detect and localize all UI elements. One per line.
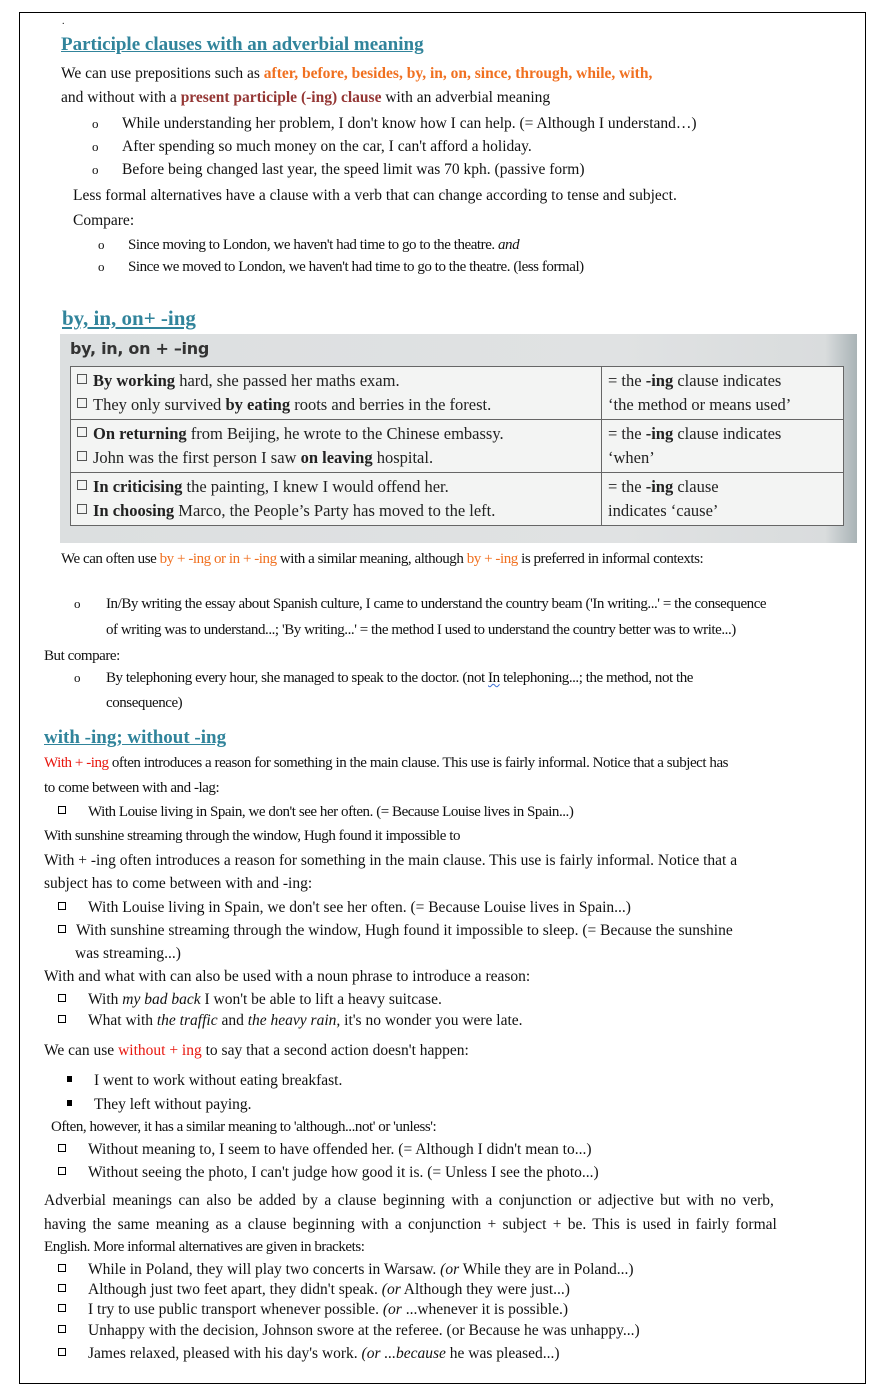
text: We can use — [44, 1042, 119, 1059]
note-text: clause indicates — [673, 424, 782, 443]
example-text: By telephoning every hour, she managed to speak to the doctor. (not — [106, 670, 489, 686]
italic-phrase: (or — [381, 1281, 401, 1298]
note-text: ‘when’ — [608, 448, 655, 467]
text: I won't be able to lift a heavy suitcase. — [200, 991, 442, 1008]
checkbox-icon — [77, 427, 87, 437]
with-ing-paragraph — [44, 755, 728, 772]
text: Although they were just...) — [400, 1281, 570, 1298]
square-bullet-icon — [58, 902, 66, 910]
text: With — [88, 991, 123, 1008]
text: with a similar meaning, although — [276, 551, 467, 567]
example-text: roots and berries in the forest. — [290, 395, 492, 414]
list-item — [58, 922, 733, 940]
circle-bullet-icon: o — [98, 259, 105, 274]
intro-text: We can use prepositions such as — [61, 65, 264, 82]
bold-phrase: In criticising — [93, 477, 183, 496]
stray-dot: . — [62, 16, 65, 27]
table-row — [71, 473, 844, 526]
heading-by-in-on: by, in, on+ -ing — [62, 306, 196, 330]
list-item — [74, 596, 766, 613]
table-row — [71, 367, 844, 420]
textbook-table-image — [60, 334, 857, 543]
note-text: ‘the method or means used’ — [608, 395, 792, 414]
example-text: After spending so much money on the car, I can't afford a holiday. — [122, 138, 532, 155]
paragraph-line: subject has to come between with and -ing: — [44, 875, 313, 892]
highlight: by + -ing or in + -ing — [159, 551, 277, 567]
square-bullet-icon — [58, 806, 66, 814]
example-text: They left without paying. — [94, 1096, 252, 1113]
highlight: by + -ing — [466, 551, 518, 567]
intro-line-1 — [61, 65, 652, 83]
table-row — [71, 420, 844, 473]
list-item — [58, 1301, 568, 1319]
bold-phrase: by eating — [225, 395, 291, 414]
example-text: While understanding her problem, I don't know how I can help. (= Although I understand…) — [122, 115, 697, 132]
less-formal-text: Less formal alternatives have a clause with a verb that can change according to tense and subject. — [73, 187, 677, 204]
what-with-text: With and what with can also be used with a noun phrase to introduce a reason: — [44, 968, 531, 985]
italic-phrase: my bad back — [122, 991, 201, 1008]
list-item — [98, 259, 584, 276]
text: he was pleased...) — [445, 1345, 560, 1362]
bold-phrase: In choosing — [93, 501, 175, 520]
adverbial-paragraph-line: English. More informal alternatives are given in brackets: — [44, 1239, 365, 1255]
list-item — [92, 138, 532, 156]
note-text: indicates ‘cause’ — [608, 501, 719, 520]
list-item — [98, 237, 519, 254]
text: to say that a second action doesn't happen: — [201, 1042, 469, 1059]
square-bullet-icon — [58, 1304, 66, 1312]
list-item — [58, 899, 631, 917]
list-item — [58, 1164, 599, 1182]
text: I try to use public transport whenever possible. — [88, 1301, 383, 1318]
checkbox-icon — [77, 451, 87, 461]
intro2-text: and without with a — [61, 89, 181, 106]
method-table — [70, 366, 844, 526]
square-bullet-icon — [58, 1325, 66, 1333]
spellcheck-underline: In — [488, 670, 500, 686]
list-item — [58, 1345, 560, 1363]
bold-phrase: on leaving — [300, 448, 373, 467]
list-item — [58, 1261, 634, 1279]
list-item — [67, 1096, 252, 1114]
text: and — [217, 1012, 248, 1029]
text: While they are in Poland...) — [459, 1261, 634, 1278]
example-text: Without meaning to, I seem to have offended her. (= Although I didn't mean to...) — [88, 1141, 592, 1158]
italic-phrase: (or — [382, 1301, 402, 1318]
square-bullet-icon — [58, 925, 66, 933]
italic-phrase: (or — [440, 1261, 460, 1278]
list-item — [58, 804, 573, 821]
example-text: hard, she passed her maths exam. — [175, 371, 400, 390]
present-participle-highlight: present participle (-ing) clause — [180, 89, 382, 106]
red-highlight: With + -ing — [44, 755, 109, 771]
bold-phrase: On returning — [93, 424, 187, 443]
list-item — [58, 1012, 523, 1030]
example-text: Marco, the People’s Party has moved to the left. — [174, 501, 496, 520]
example-text: They only survived — [93, 395, 226, 414]
adverbial-paragraph-line: having the same meaning as a clause beginning with a conjunction + subject + be. This is used in fairly formal — [44, 1216, 777, 1233]
text: James relaxed, pleased with his day's work. — [88, 1345, 362, 1362]
table-cell-note: = the -ing clause indicates ‘when’ — [602, 420, 844, 473]
example-continuation: was streaming...) — [75, 945, 181, 962]
prepositions-highlight: after, before, besides, by, in, on, since, through, while, with, — [263, 65, 653, 82]
list-item — [74, 670, 693, 687]
table-cell-examples — [71, 367, 602, 420]
note-text: clause indicates — [673, 371, 782, 390]
often-use-text — [61, 551, 703, 568]
circle-bullet-icon: o — [74, 670, 81, 685]
circle-bullet-icon: o — [92, 162, 99, 177]
bold-phrase: By working — [93, 371, 176, 390]
table-cell-note: = the -ing clause indicates ‘the method or means used’ — [602, 367, 844, 420]
example-text: Since moving to London, we haven't had time to go to the theatre. — [128, 237, 498, 253]
example-text: Since we moved to London, we haven't had time to go to the theatre. (less formal) — [128, 259, 584, 275]
text: We can often use — [61, 551, 160, 567]
square-bullet-icon — [58, 1348, 66, 1356]
square-bullet-icon — [58, 994, 66, 1002]
bold-ing: -ing — [645, 424, 674, 443]
example-text: With Louise living in Spain, we don't see her often. (= Because Louise lives in Spain...) — [88, 899, 631, 916]
checkbox-icon — [77, 374, 87, 384]
text: is preferred in informal contexts: — [517, 551, 704, 567]
list-item — [58, 1281, 570, 1299]
often-however-text: Often, however, it has a similar meaning to 'although...not' or 'unless': — [51, 1119, 437, 1135]
example-text: hospital. — [372, 448, 434, 467]
italic-phrase: the heavy rain, — [247, 1012, 341, 1029]
square-bullet-icon — [58, 1144, 66, 1152]
text: ...whenever it is possible.) — [401, 1301, 568, 1318]
adverbial-paragraph-line: Adverbial meanings can also be added by a clause beginning with a conjunction or adjective but with no verb, — [44, 1192, 774, 1209]
intro2-post: with an adverbial meaning — [381, 89, 551, 106]
table-title: by, in, on + –ing — [70, 339, 209, 358]
heading-participle-clauses: Participle clauses with an adverbial meaning — [61, 34, 424, 55]
square-bullet-icon — [58, 1015, 66, 1023]
text: Although just two feet apart, they didn't speak. — [88, 1281, 382, 1298]
example-text: telephoning...; the method, not the — [499, 670, 694, 686]
bold-ing: -ing — [645, 477, 674, 496]
example-text: from Beijing, he wrote to the Chinese embassy. — [186, 424, 504, 443]
example-text: With Louise living in Spain, we don't see her often. (= Because Louise lives in Spain...) — [88, 804, 574, 820]
example-text: Unhappy with the decision, Johnson swore at the referee. (or Because he was unhappy...) — [88, 1322, 640, 1339]
list-item — [67, 1072, 342, 1090]
list-item — [58, 1322, 640, 1340]
checkbox-icon — [77, 480, 87, 490]
example-text: the painting, I knew I would offend her. — [182, 477, 449, 496]
table-cell-examples — [71, 473, 602, 526]
list-item — [58, 1141, 592, 1159]
example-text: In/By writing the essay about Spanish culture, I came to understand the country beam ('In writing...' = the consequence — [106, 596, 767, 612]
circle-bullet-icon: o — [74, 596, 81, 611]
compare-label: Compare: — [73, 212, 135, 229]
table-cell-examples — [71, 420, 602, 473]
intro-line-2 — [61, 89, 550, 107]
example-text: Before being changed last year, the speed limit was 70 kph. (passive form) — [122, 161, 585, 178]
text: While in Poland, they will play two concerts in Warsaw. — [88, 1261, 441, 1278]
text: What with — [88, 1012, 157, 1029]
paragraph-line: to come between with and -lag: — [44, 780, 220, 796]
checkbox-icon — [77, 398, 87, 408]
example-continuation: consequence) — [106, 695, 183, 711]
filled-square-bullet-icon — [67, 1076, 72, 1082]
square-bullet-icon — [58, 1264, 66, 1272]
filled-square-bullet-icon — [67, 1100, 72, 1106]
fragment-text: With sunshine streaming through the window, Hugh found it impossible to — [44, 828, 461, 844]
without-text — [44, 1042, 469, 1060]
italic-phrase: the traffic — [156, 1012, 218, 1029]
example-text: I went to work without eating breakfast. — [94, 1072, 343, 1089]
bold-ing: -ing — [645, 371, 674, 390]
note-text: clause — [673, 477, 719, 496]
table-cell-note: = the -ing clause indicates ‘cause’ — [602, 473, 844, 526]
example-continuation: of writing was to understand...; 'By writing...' = the method I used to understand the country better was to write...) — [106, 622, 736, 638]
text: it's no wonder you were late. — [340, 1012, 523, 1029]
example-italic: and — [498, 237, 520, 253]
italic-phrase: (or ...because — [361, 1345, 446, 1362]
square-bullet-icon — [58, 1167, 66, 1175]
square-bullet-icon — [58, 1284, 66, 1292]
list-item — [58, 991, 442, 1009]
list-item — [92, 115, 697, 133]
circle-bullet-icon: o — [98, 237, 105, 252]
heading-with-without: with -ing; without -ing — [44, 727, 227, 748]
checkbox-icon — [77, 504, 87, 514]
red-highlight: without + ing — [118, 1042, 202, 1059]
example-text: With sunshine streaming through the window, Hugh found it impossible to sleep. (= Because the sunshine — [76, 922, 733, 939]
paragraph-line: With + -ing often introduces a reason for something in the main clause. This use is fairly informal. Notice that a — [44, 852, 738, 869]
text: often introduces a reason for something in the main clause. This use is fairly informal. Notice that a subject has — [108, 755, 729, 771]
circle-bullet-icon: o — [92, 116, 99, 131]
circle-bullet-icon: o — [92, 139, 99, 154]
list-item — [92, 161, 585, 179]
example-text: John was the first person I saw — [93, 448, 301, 467]
example-text: Without seeing the photo, I can't judge how good it is. (= Unless I see the photo...) — [88, 1164, 599, 1181]
but-compare-label: But compare: — [44, 648, 120, 664]
